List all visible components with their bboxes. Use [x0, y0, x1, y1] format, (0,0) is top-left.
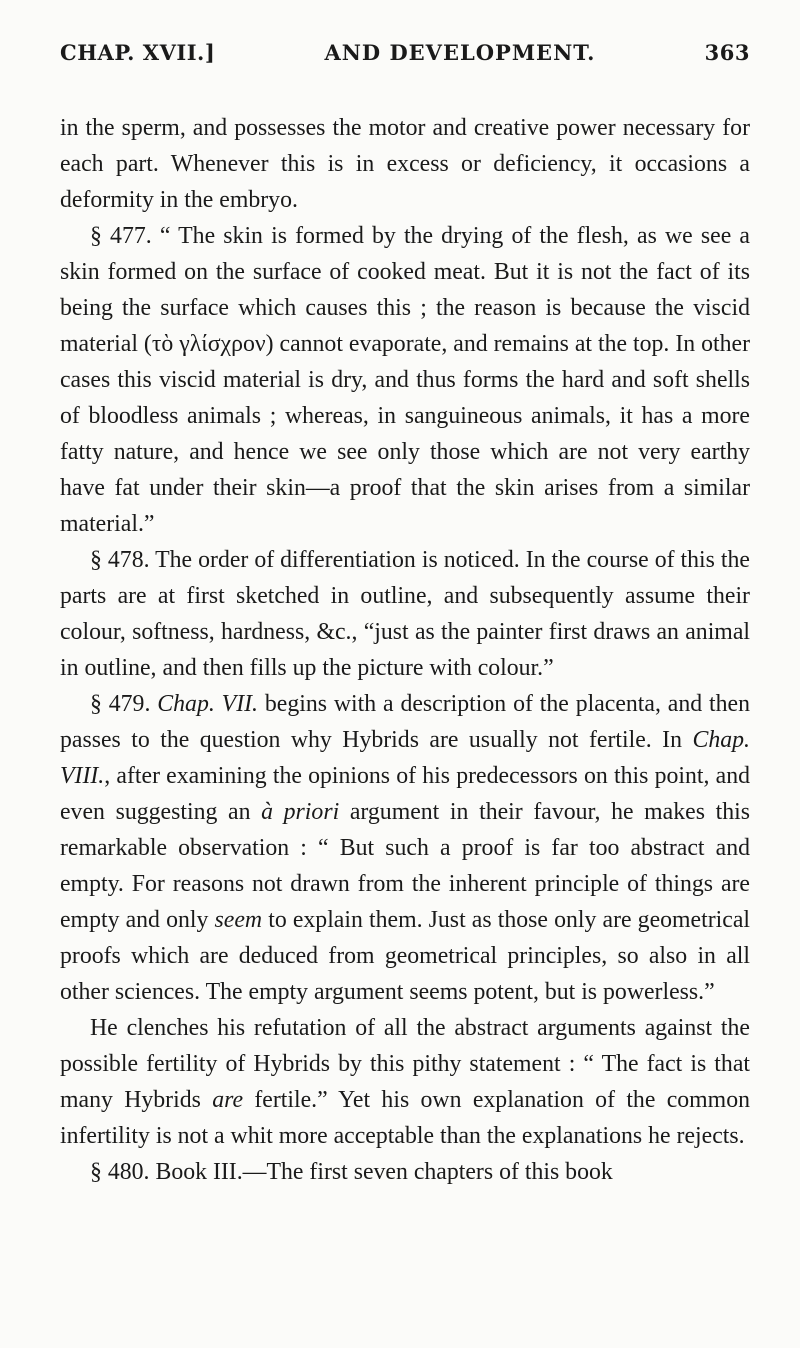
chapter-label: CHAP. XVII.] [60, 40, 216, 65]
italic-run: are [212, 1087, 244, 1113]
paragraph-refutation [60, 1010, 750, 1154]
paragraph-continuation [60, 110, 750, 218]
text-run: § 480. Book III.—The first seven chapters of this book [90, 1159, 613, 1185]
page-number: 363 [704, 40, 750, 65]
text-run: in the sperm, and possesses the motor and creative power necessary for each part. Whenever this is in excess or deficiency, it occasions a deformity in the embryo. [60, 115, 750, 213]
italic-run: Chap. VIII. [60, 727, 750, 789]
italic-run: seem [214, 907, 263, 933]
text-run: argument in their favour, he makes this remarkable observation : “ But such a proof is far too abstract and empty. For reasons not drawn from the inherent principle of things are empty and only [60, 799, 750, 933]
running-header [60, 40, 750, 80]
text-run: § 479. [90, 691, 158, 717]
paragraph-479 [60, 686, 750, 1010]
text-run: § 478. The order of differentiation is noticed. In the course of this the parts are at first sketched in outline, and subsequently assume their colour, softness, hardness, &c., “just as the painter first draws an animal in outline, and then fills up the picture with colour.” [60, 547, 750, 681]
text-run: § 477. “ The skin is formed by the drying of the flesh, as we see a skin formed on the surface of cooked meat. But it is not the fact of its being the surface which causes this ; the reason is because the viscid material (τὸ γλίσχρον) cannot evaporate, and remains at the top. In other cases this viscid material is dry, and thus forms the hard and soft shells of bloodless animals ; whereas, in sanguineous animals, it has a more fatty nature, and hence we see only those which are not very earthy have fat under their skin—a proof that the skin arises from a similar material.” [60, 223, 750, 537]
page [60, 40, 750, 1190]
text-run: fertile.” Yet his own explanation of the common infertility is not a whit more acceptable than the explanations he rejects. [60, 1087, 750, 1149]
italic-run: à priori [261, 799, 340, 825]
paragraph-480 [60, 1154, 750, 1190]
text-run: to explain them. Just as those only are geometrical proofs which are deduced from geometrical principles, so also in all other sciences. The empty argument seems potent, but is powerless.” [60, 907, 751, 1005]
text-run: begins with a description of the placenta, and then passes to the question why Hybrids are usually not fertile. In [60, 691, 750, 753]
paragraph-477 [60, 218, 750, 542]
paragraph-478 [60, 542, 750, 686]
text-run: , after examining the opinions of his predecessors on this point, and even suggesting an [60, 763, 750, 825]
text-run: He clenches his refutation of all the abstract arguments against the possible fertility of Hybrids by this pithy statement : “ The fact is that many Hybrids [60, 1015, 750, 1113]
running-title: AND DEVELOPMENT. [324, 40, 596, 65]
italic-run: Chap. VII. [157, 691, 258, 717]
body-text [60, 110, 750, 1190]
